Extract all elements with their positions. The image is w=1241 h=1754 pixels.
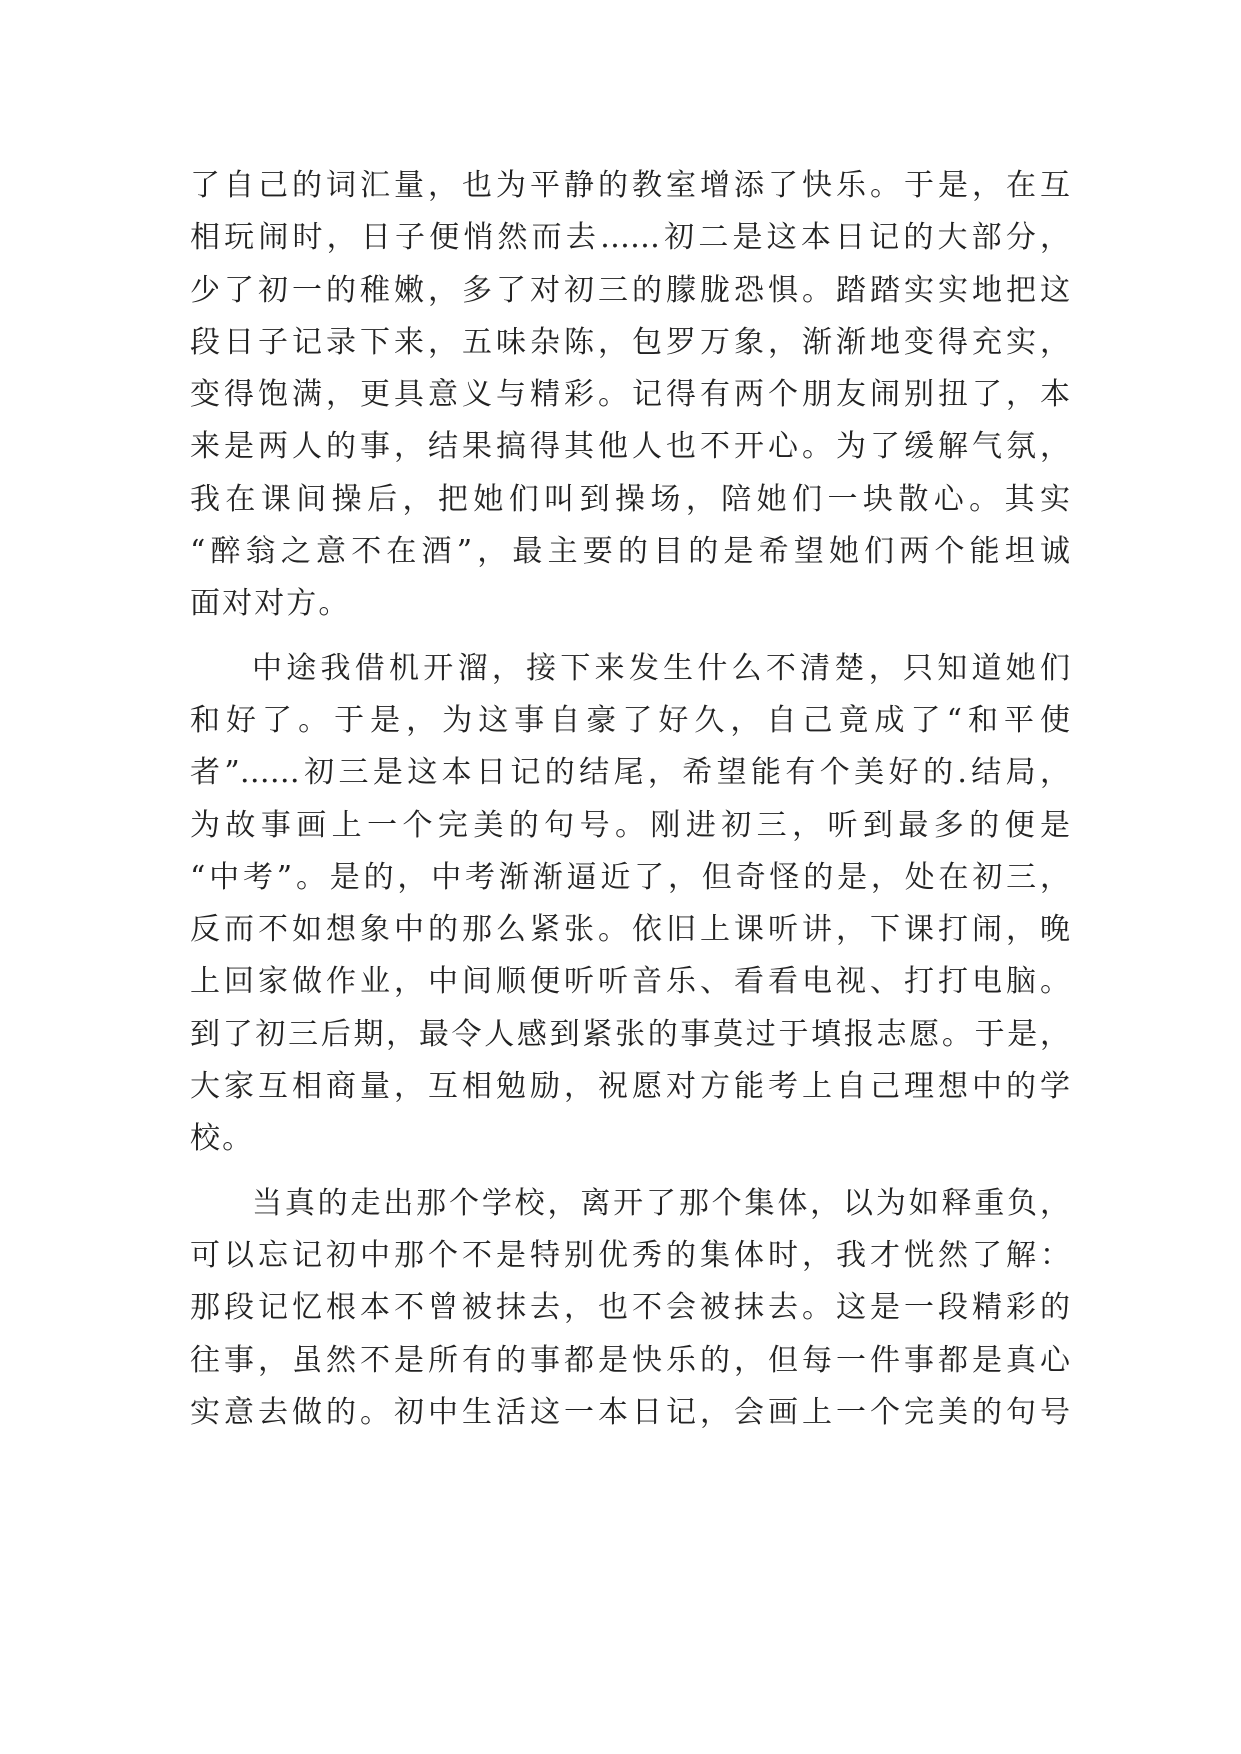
text-line: 相玩闹时，日子便悄然而去……初二是这本日记的大部分， bbox=[190, 220, 1070, 256]
text-line: 上回家做作业，中间顺便听听音乐、看看电视、打打电脑。 bbox=[190, 964, 1070, 1000]
text-line: 实意去做的。初中生活这一本日记，会画上一个完美的句号 bbox=[190, 1394, 1070, 1430]
text-line: 者”……初三是这本日记的结尾，希望能有个美好的.结局， bbox=[190, 755, 1070, 791]
text-line: 那段记忆根本不曾被抹去，也不会被抹去。这是一段精彩的 bbox=[190, 1290, 1070, 1326]
text-line: 面对对方。 bbox=[190, 586, 351, 622]
paragraph-spacing bbox=[190, 631, 1070, 643]
text-line: 反而不如想象中的那么紧张。依旧上课听讲，下课打闹，晚 bbox=[190, 912, 1070, 948]
paragraph-2 bbox=[190, 643, 1070, 1166]
document-body bbox=[190, 160, 1070, 1439]
text-line: 大家互相商量，互相勉励，祝愿对方能考上自己理想中的学 bbox=[190, 1069, 1070, 1105]
paragraph-3 bbox=[190, 1178, 1070, 1439]
text-line: 到了初三后期，最令人感到紧张的事莫过于填报志愿。于是， bbox=[190, 1016, 1070, 1052]
text-line: “中考”。是的，中考渐渐逼近了，但奇怪的是，处在初三， bbox=[190, 859, 1070, 895]
text-line: 为故事画上一个完美的句号。刚进初三，听到最多的便是 bbox=[190, 807, 1070, 843]
text-line: 和好了。于是，为这事自豪了好久，自己竟成了“和平使 bbox=[190, 702, 1070, 738]
paragraph-spacing bbox=[190, 1166, 1070, 1178]
text-line: 中途我借机开溜，接下来发生什么不清楚，只知道她们 bbox=[252, 650, 1070, 686]
text-line: 校。 bbox=[190, 1121, 255, 1157]
text-line: “醉翁之意不在酒”，最主要的目的是希望她们两个能坦诚 bbox=[190, 534, 1070, 570]
text-line: 往事，虽然不是所有的事都是快乐的，但每一件事都是真心 bbox=[190, 1342, 1070, 1378]
text-line: 我在课间操后，把她们叫到操场，陪她们一块散心。其实 bbox=[190, 481, 1070, 517]
text-line: 了自己的词汇量，也为平静的教室增添了快乐。于是，在互 bbox=[190, 168, 1070, 203]
text-line: 变得饱满，更具意义与精彩。记得有两个朋友闹别扭了，本 bbox=[190, 377, 1070, 413]
text-line: 段日子记录下来，五味杂陈，包罗万象，渐渐地变得充实， bbox=[190, 324, 1070, 360]
text-line: 可以忘记初中那个不是特别优秀的集体时，我才恍然了解： bbox=[190, 1237, 1070, 1273]
text-line: 当真的走出那个学校，离开了那个集体，以为如释重负， bbox=[252, 1185, 1070, 1221]
text-line: 来是两人的事，结果搞得其他人也不开心。为了缓解气氛， bbox=[190, 429, 1070, 465]
text-line: 少了初一的稚嫩，多了对初三的朦胧恐惧。踏踏实实地把这 bbox=[190, 272, 1070, 308]
paragraph-1 bbox=[190, 160, 1070, 631]
